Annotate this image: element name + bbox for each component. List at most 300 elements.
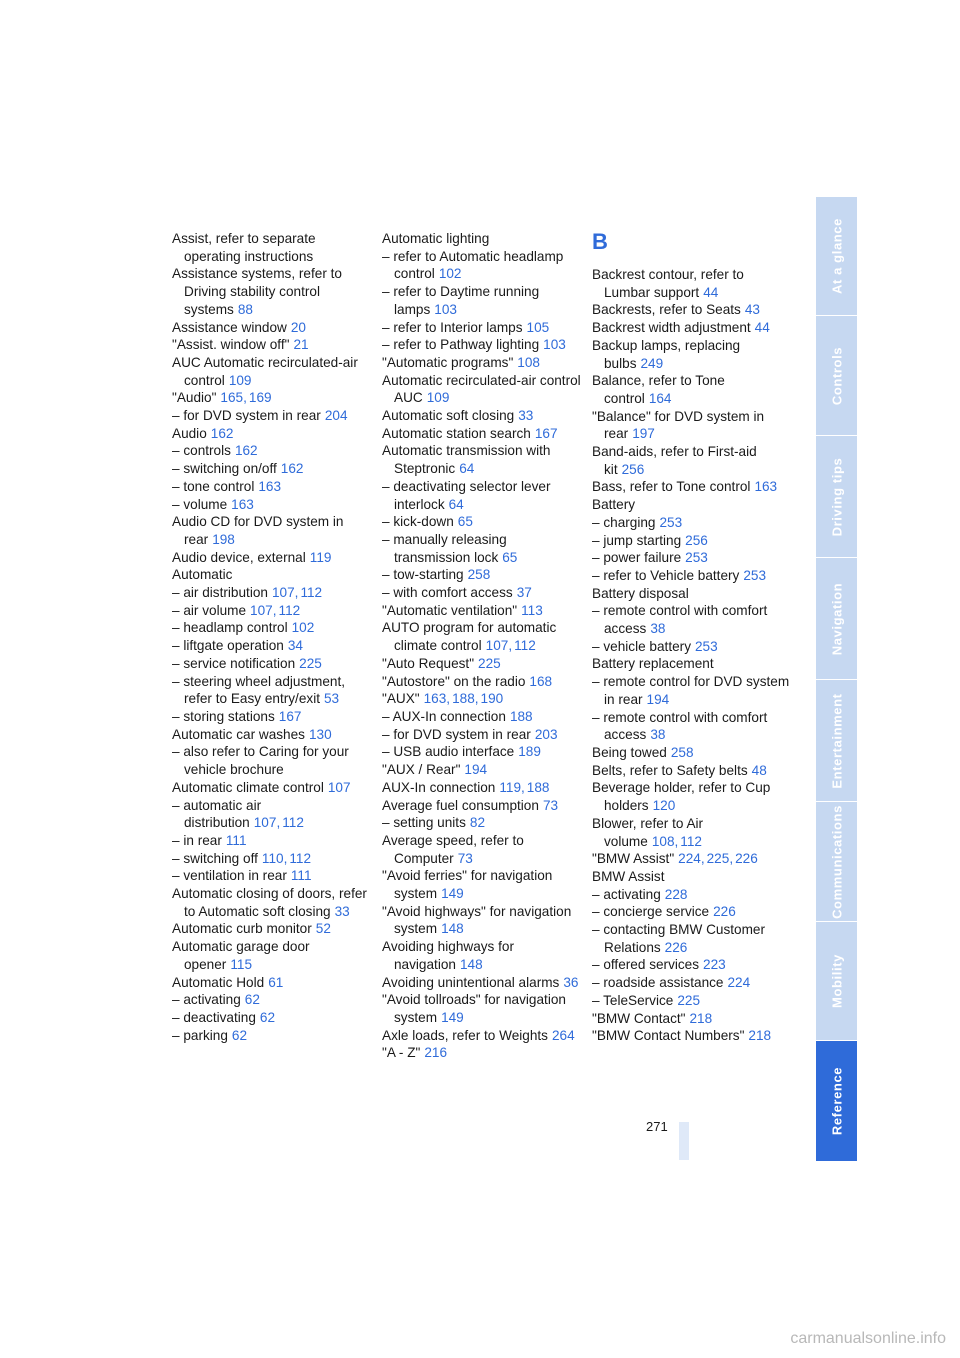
tab-reference[interactable] xyxy=(816,1041,857,1161)
index-entry-text: – refer to Pathway lighting xyxy=(382,337,540,353)
index-entry-text: – jump starting xyxy=(592,532,682,548)
index-entry xyxy=(592,1027,792,1045)
page-link[interactable]: 194 xyxy=(464,762,488,778)
page-link[interactable]: 163 xyxy=(754,479,778,495)
page-link[interactable]: 149 xyxy=(441,886,464,902)
page-link[interactable]: 111 xyxy=(225,832,247,848)
index-entry-text: – kick-down xyxy=(382,514,454,530)
page-link[interactable]: 258 xyxy=(670,744,694,760)
page-link[interactable]: 62 xyxy=(259,1009,276,1025)
index-entry-text: Axle loads, refer to Weights xyxy=(382,1027,548,1043)
index-entry-text: Being towed xyxy=(592,744,667,760)
page-link[interactable]: 224 xyxy=(727,975,751,991)
index-entry xyxy=(592,903,792,921)
index-entry-text: Balance, refer to Tone control xyxy=(592,373,725,406)
page-link[interactable]: 188 xyxy=(526,779,550,795)
index-entry xyxy=(592,549,792,567)
page-link[interactable]: 189 xyxy=(518,744,541,760)
index-entry-text: – setting units xyxy=(382,815,466,831)
index-entry-text: "Avoid ferries" for navigation system xyxy=(382,868,553,902)
index-entry xyxy=(172,867,372,885)
index-entry xyxy=(172,442,372,460)
index-entry-text: Average fuel consumption xyxy=(382,797,539,813)
index-entry xyxy=(172,319,372,337)
page-link[interactable]: 188 xyxy=(452,691,475,707)
index-entry-text: Automatic car washes xyxy=(172,726,305,742)
index-entry xyxy=(172,549,372,567)
page-link[interactable]: 88 xyxy=(237,301,253,317)
index-entry-text: Average speed, refer to Computer xyxy=(382,832,524,866)
page-link[interactable]: 167 xyxy=(534,425,558,441)
page-link[interactable]: 120 xyxy=(652,798,676,814)
page-link[interactable]: 105 xyxy=(526,319,550,335)
index-entry-text: Automatic closing of doors, refer to Automatic soft closing xyxy=(172,886,367,919)
index-entry-text: Beverage holder, refer to Cup holders xyxy=(592,780,771,814)
page-link[interactable]: 264 xyxy=(551,1027,575,1043)
index-entry-text: – controls xyxy=(172,443,231,459)
page-link[interactable]: 198 xyxy=(212,531,235,547)
page-separator: , xyxy=(521,779,525,795)
index-entry-text: – steering wheel adjustment, refer to Easy entry/exit xyxy=(172,673,346,707)
page-link[interactable]: 48 xyxy=(751,762,767,778)
page-link[interactable]: 223 xyxy=(703,957,726,973)
page-link[interactable]: 110 xyxy=(261,850,284,866)
page-link[interactable]: 102 xyxy=(291,620,315,636)
index-entry-text: – storing stations xyxy=(172,708,275,724)
index-entry xyxy=(172,938,372,973)
index-entry xyxy=(382,938,582,973)
index-entry-text: "Automatic ventilation" xyxy=(382,602,518,618)
index-entry xyxy=(172,513,372,548)
tab-communications[interactable] xyxy=(816,802,857,921)
page-link[interactable]: 107 xyxy=(271,585,295,601)
index-entry-text: – AUX-In connection xyxy=(382,708,506,724)
index-entry xyxy=(382,336,582,354)
page-link[interactable]: 224 xyxy=(678,851,701,867)
index-entry xyxy=(592,992,792,1010)
page-link[interactable]: 64 xyxy=(448,496,464,512)
page-link[interactable]: 82 xyxy=(469,815,486,831)
page-link[interactable]: 73 xyxy=(457,850,473,866)
index-entry-text: Battery replacement xyxy=(592,656,714,672)
page-link[interactable]: 149 xyxy=(441,1009,464,1025)
page-link[interactable]: 119 xyxy=(499,779,522,795)
index-entry-text: Assistance systems, refer to Driving stability control systems xyxy=(172,266,342,317)
index-entry-text: – liftgate operation xyxy=(172,638,284,654)
index-entry xyxy=(382,1044,582,1062)
index-entry-text: "BMW Contact Numbers" xyxy=(592,1028,745,1044)
page-link[interactable]: 130 xyxy=(308,726,332,742)
index-entry-text: Belts, refer to Safety belts xyxy=(592,762,748,778)
page-link[interactable]: 107 xyxy=(327,779,351,795)
index-entry-text: Automatic garage door opener xyxy=(172,939,310,972)
index-entry-text: – remote control with comfort access xyxy=(592,709,768,743)
index-entry xyxy=(382,673,582,691)
index-entry xyxy=(592,638,792,656)
page-link[interactable]: 103 xyxy=(434,301,457,317)
index-entry-text: Backrests, refer to Seats xyxy=(592,302,741,318)
page-link[interactable]: 103 xyxy=(543,337,566,353)
page-link[interactable]: 162 xyxy=(234,443,258,459)
page-link[interactable]: 53 xyxy=(324,691,340,707)
index-entry-text: Audio xyxy=(172,425,207,441)
tab-navigation[interactable] xyxy=(816,558,857,679)
page-link[interactable]: 168 xyxy=(529,673,553,689)
index-entry xyxy=(382,531,582,566)
tab-label: Communications xyxy=(829,804,844,919)
index-entry xyxy=(172,566,372,584)
index-entry xyxy=(592,956,792,974)
index-entry xyxy=(172,460,372,478)
index-entry-text: – for DVD system in rear xyxy=(172,408,321,424)
index-entry xyxy=(382,407,582,425)
index-entry-text: – air volume xyxy=(172,602,247,618)
page-link[interactable]: 169 xyxy=(248,390,272,406)
index-entry-text: – deactivating selector lever interlock xyxy=(382,478,551,512)
page-link[interactable]: 44 xyxy=(703,284,719,300)
page-link[interactable]: 107 xyxy=(485,638,509,654)
index-entry xyxy=(382,743,582,761)
index-entry xyxy=(172,1027,372,1045)
page-link[interactable]: 33 xyxy=(334,903,350,919)
page-link[interactable]: 112 xyxy=(282,815,304,831)
index-entry xyxy=(592,673,792,708)
index-entry xyxy=(592,478,792,496)
index-entry-text: – headlamp control xyxy=(172,620,288,636)
page-link[interactable]: 162 xyxy=(210,425,234,441)
page-link[interactable]: 61 xyxy=(268,974,284,990)
page-link[interactable]: 108 xyxy=(651,833,675,849)
page-link[interactable]: 112 xyxy=(289,850,312,866)
page-link[interactable]: 112 xyxy=(514,638,536,654)
index-entry-text: – service notification xyxy=(172,655,296,671)
page-number-bar xyxy=(679,1122,689,1160)
tab-at-a-glance[interactable] xyxy=(816,197,857,315)
page-link[interactable]: 226 xyxy=(735,851,758,867)
index-entry xyxy=(382,283,582,318)
index-entry-text: Automatic lighting xyxy=(382,231,490,246)
index-entry xyxy=(172,885,372,920)
index-entry xyxy=(592,868,792,886)
section-tabs xyxy=(816,197,857,1161)
tab-entertainment[interactable] xyxy=(816,680,857,801)
tab-driving-tips[interactable] xyxy=(816,436,857,557)
page-link[interactable]: 36 xyxy=(563,974,579,990)
index-entry-text: – remote control with comfort access xyxy=(592,603,768,637)
page-link[interactable]: 148 xyxy=(459,956,483,972)
index-entry-text: Band-aids, refer to First-aid kit xyxy=(592,444,757,477)
page-link[interactable]: 167 xyxy=(278,708,302,724)
page-separator: , xyxy=(294,585,299,601)
tab-label: Controls xyxy=(829,346,844,405)
page-link[interactable]: 62 xyxy=(231,1027,248,1043)
index-entry-text: – with comfort access xyxy=(382,585,513,601)
index-entry-text: – roadside assistance xyxy=(592,975,724,991)
page-link[interactable]: 62 xyxy=(244,992,260,1008)
watermark: carmanualsonline.info xyxy=(790,1330,946,1347)
index-entry xyxy=(172,726,372,744)
page-link[interactable]: 20 xyxy=(290,319,306,335)
page-link[interactable]: 253 xyxy=(659,514,683,530)
page-link[interactable]: 204 xyxy=(324,408,348,424)
page-link[interactable]: 164 xyxy=(648,390,672,406)
index-entry-text: Audio device, external xyxy=(172,549,306,565)
index-entry xyxy=(172,850,372,868)
index-entry-text: – switching on/off xyxy=(172,461,277,477)
page-link[interactable]: 225 xyxy=(478,655,501,671)
tab-label: Entertainment xyxy=(829,692,844,789)
page-link[interactable]: 197 xyxy=(632,426,655,442)
index-entry-text: Battery disposal xyxy=(592,585,689,601)
page-link[interactable]: 218 xyxy=(689,1010,713,1026)
page-link[interactable]: 253 xyxy=(695,638,718,654)
tab-mobility[interactable] xyxy=(816,922,857,1040)
index-entry xyxy=(172,832,372,850)
index-entry xyxy=(172,425,372,443)
index-entry-text: "A - Z" xyxy=(382,1045,421,1061)
index-entry-text: – manually releasing transmission lock xyxy=(382,531,507,565)
index-entry xyxy=(592,567,792,585)
page-link[interactable]: 43 xyxy=(744,302,760,318)
index-entry xyxy=(592,496,792,514)
page-link[interactable]: 65 xyxy=(502,549,518,565)
index-entry xyxy=(172,1009,372,1027)
index-entry-text: "Balance" for DVD system in rear xyxy=(592,408,765,442)
page-separator: , xyxy=(729,851,734,867)
page-separator: , xyxy=(276,815,281,831)
page-link[interactable]: 194 xyxy=(646,691,670,707)
index-entry xyxy=(592,266,792,301)
index-entry xyxy=(592,886,792,904)
index-entry-text: – contacting BMW Customer Relations xyxy=(592,922,766,955)
index-entry-text: – parking xyxy=(172,1027,228,1043)
index-entry-text: – refer to Interior lamps xyxy=(382,319,523,335)
index-entry xyxy=(172,743,372,778)
page-link[interactable]: 21 xyxy=(293,337,309,353)
index-entry xyxy=(382,372,582,407)
index-entry-text: Assistance window xyxy=(172,319,287,335)
index-entry-text: Automatic climate control xyxy=(172,779,324,795)
index-entry-text: – remote control for DVD system in rear xyxy=(592,674,790,707)
index-entry-text: – for DVD system in rear xyxy=(382,726,531,742)
index-entry-text: "Avoid highways" for navigation system xyxy=(382,903,572,937)
index-entry-text: – tow-starting xyxy=(382,567,464,583)
index-entry-text: – activating xyxy=(592,886,661,902)
page-link[interactable]: 228 xyxy=(664,886,688,902)
index-entry xyxy=(172,779,372,797)
page-link[interactable]: 148 xyxy=(441,921,464,937)
index-entry xyxy=(592,850,792,868)
page-link[interactable]: 107 xyxy=(253,815,277,831)
index-entry-text: Automatic station search xyxy=(382,425,531,441)
index-entry xyxy=(592,514,792,532)
tab-label: At a glance xyxy=(829,218,844,294)
index-entry-text: – ventilation in rear xyxy=(172,868,287,884)
index-entry-text: "Avoid tollroads" for navigation system xyxy=(382,992,566,1025)
index-entry-text: AUX-In connection xyxy=(382,779,496,795)
tab-label: Driving tips xyxy=(829,457,844,536)
index-entry xyxy=(592,319,792,337)
index-entry-text: Automatic curb monitor xyxy=(172,921,312,937)
page-link[interactable]: 253 xyxy=(743,567,767,583)
index-entry xyxy=(592,709,792,744)
index-entry xyxy=(172,708,372,726)
page-link[interactable]: 112 xyxy=(680,833,702,849)
index-entry xyxy=(172,974,372,992)
index-entry xyxy=(592,337,792,372)
page-link[interactable]: 249 xyxy=(640,355,664,371)
index-entry-text: – charging xyxy=(592,514,656,530)
index-entry xyxy=(592,585,792,603)
index-entry-text: – also refer to Caring for your vehicle brochure xyxy=(172,744,349,778)
index-entry-text: – refer to Vehicle battery xyxy=(592,567,740,583)
index-entry xyxy=(382,726,582,744)
index-entry-text: "AUX / Rear" xyxy=(382,762,461,778)
index-entry xyxy=(592,815,792,850)
index-entry xyxy=(592,1010,792,1028)
index-entry xyxy=(172,637,372,655)
page-link[interactable]: 102 xyxy=(438,266,462,282)
index-entry-text: Battery xyxy=(592,497,636,513)
page-link[interactable]: 112 xyxy=(300,585,323,601)
index-entry xyxy=(172,602,372,620)
index-column-2 xyxy=(382,230,582,1062)
page-link[interactable]: 165 xyxy=(220,390,244,406)
index-entry-text: – deactivating xyxy=(172,1009,256,1025)
index-entry xyxy=(592,655,792,673)
page-link[interactable]: 115 xyxy=(230,956,252,972)
index-entry-text: "Autostore" on the radio xyxy=(382,673,526,689)
tab-controls[interactable] xyxy=(816,316,857,435)
index-entry-text: Audio CD for DVD system in rear xyxy=(172,514,344,547)
index-entry xyxy=(172,797,372,832)
index-entry-text: Automatic xyxy=(172,567,233,583)
page-link[interactable]: 113 xyxy=(521,602,543,618)
index-entry-text: Backrest width adjustment xyxy=(592,320,751,336)
index-entry xyxy=(382,566,582,584)
index-entry-text: – power failure xyxy=(592,550,682,566)
index-entry-text: – refer to Automatic headlamp control xyxy=(382,248,564,282)
index-entry xyxy=(592,974,792,992)
index-entry-text: Backup lamps, replacing bulbs xyxy=(592,337,741,371)
index-entry xyxy=(592,301,792,319)
page-link[interactable]: 65 xyxy=(457,514,473,530)
index-entry xyxy=(382,319,582,337)
index-entry xyxy=(382,584,582,602)
index-entry xyxy=(382,708,582,726)
page-link[interactable]: 203 xyxy=(534,726,558,742)
tab-label: Mobility xyxy=(829,954,844,1008)
page-link[interactable]: 226 xyxy=(664,939,688,955)
index-entry xyxy=(172,991,372,1009)
index-entry-text: Blower, refer to Air volume xyxy=(592,815,704,849)
page-link[interactable]: 34 xyxy=(287,638,303,654)
page-link[interactable]: 258 xyxy=(467,567,491,583)
index-entry-text: – TeleService xyxy=(592,992,674,1008)
index-entry-text: "Assist. window off" xyxy=(172,337,290,353)
index-entry-text: "Audio" xyxy=(172,390,217,406)
page-link[interactable]: 38 xyxy=(650,621,666,637)
page-link[interactable]: 52 xyxy=(315,921,331,937)
index-entry-text: Assist, refer to separate operating instructions xyxy=(172,231,316,264)
page-link[interactable]: 225 xyxy=(677,992,701,1008)
page-link[interactable]: 162 xyxy=(280,461,304,477)
page-link[interactable]: 253 xyxy=(685,550,708,566)
page-link[interactable]: 163 xyxy=(231,496,254,512)
page-link[interactable]: 119 xyxy=(309,549,332,565)
page-link[interactable]: 112 xyxy=(278,602,301,618)
page-link[interactable]: 33 xyxy=(518,408,534,424)
index-entry-text: – offered services xyxy=(592,957,700,973)
index-entry-text: Automatic recirculated-air control AUC xyxy=(382,372,581,406)
index-entry xyxy=(382,248,582,283)
page-link[interactable]: 44 xyxy=(754,320,770,336)
index-entry xyxy=(382,761,582,779)
page-link[interactable]: 256 xyxy=(685,532,708,548)
index-entry xyxy=(382,814,582,832)
page-link[interactable]: 64 xyxy=(459,461,475,477)
page-link[interactable]: 225 xyxy=(299,655,322,671)
index-entry xyxy=(172,389,372,407)
page-link[interactable]: 216 xyxy=(424,1045,448,1061)
index-entry xyxy=(172,584,372,602)
page-link[interactable]: 38 xyxy=(650,727,666,743)
page-link[interactable]: 107 xyxy=(250,602,273,618)
index-entry xyxy=(382,619,582,654)
page-link[interactable]: 190 xyxy=(480,691,504,707)
index-entry xyxy=(592,779,792,814)
index-entry xyxy=(382,991,582,1026)
index-entry xyxy=(382,230,582,248)
index-entry-text: Automatic Hold xyxy=(172,974,265,990)
index-entry-text: – switching off xyxy=(172,850,258,866)
page-link[interactable]: 163 xyxy=(423,691,447,707)
index-entry-text: "BMW Assist" xyxy=(592,851,675,867)
page-link[interactable]: 188 xyxy=(509,708,533,724)
page-link[interactable]: 163 xyxy=(258,478,282,494)
page-link[interactable]: 218 xyxy=(748,1028,772,1044)
index-entry xyxy=(382,425,582,443)
page-link[interactable]: 256 xyxy=(621,461,645,477)
index-entry xyxy=(592,372,792,407)
page-link[interactable]: 111 xyxy=(290,868,312,884)
index-entry-text: AUC Automatic recirculated-air control xyxy=(172,354,358,388)
index-entry xyxy=(592,408,792,443)
index-entry xyxy=(592,921,792,956)
page-link[interactable]: 109 xyxy=(228,372,252,388)
index-entry xyxy=(382,832,582,867)
index-entry xyxy=(172,920,372,938)
page-separator: , xyxy=(272,602,277,618)
index-entry-text: – automatic air distribution xyxy=(172,797,262,831)
page-link[interactable]: 73 xyxy=(542,797,559,813)
page-link[interactable]: 225 xyxy=(706,851,730,867)
index-entry xyxy=(592,532,792,550)
index-entry-text: – volume xyxy=(172,496,228,512)
page-link[interactable]: 37 xyxy=(516,585,532,601)
index-entry-text: "Automatic programs" xyxy=(382,354,514,370)
index-entry xyxy=(382,797,582,815)
page-link[interactable]: 226 xyxy=(713,904,736,920)
page-link[interactable]: 108 xyxy=(517,354,540,370)
page-separator: , xyxy=(700,851,705,867)
index-entry xyxy=(172,265,372,318)
page-separator: , xyxy=(474,691,479,707)
index-entry xyxy=(382,513,582,531)
index-entry xyxy=(382,354,582,372)
index-column-3 xyxy=(592,230,792,1045)
page-link[interactable]: 109 xyxy=(426,390,450,406)
